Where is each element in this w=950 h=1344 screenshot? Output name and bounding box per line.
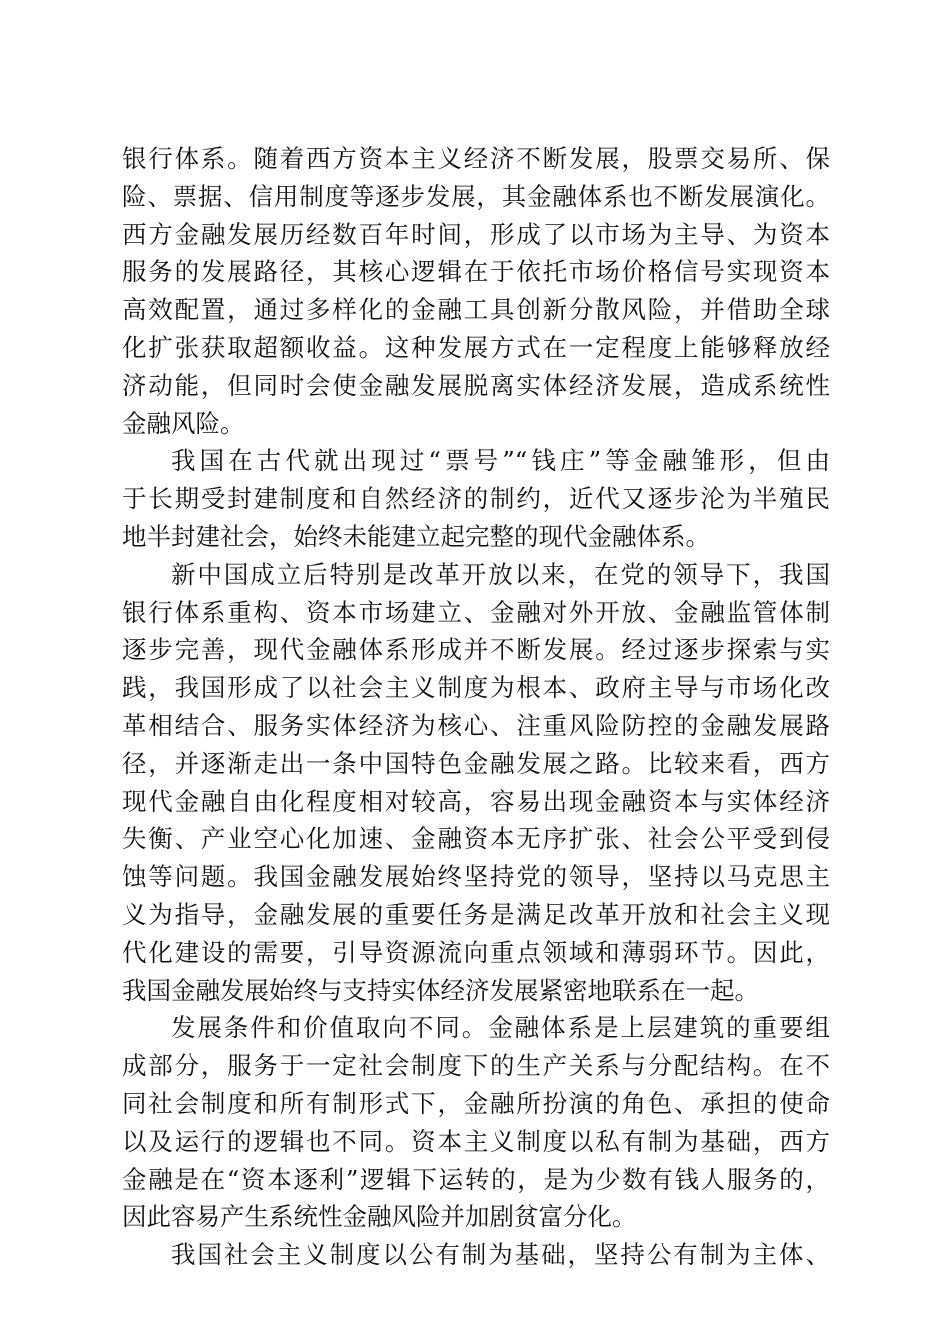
text-line: 革相结合、服务实体经济为核心、注重风险防控的金融发展路	[122, 710, 830, 740]
text-line: 济动能，但同时会使金融发展脱离实体经济发展，造成系统性	[122, 370, 830, 400]
text-line: 蚀等问题。我国金融发展始终坚持党的领导，坚持以马克思主	[122, 862, 830, 892]
text-line: 代化建设的需要，引导资源流向重点领域和薄弱环节。因此，	[122, 937, 830, 967]
paragraph-first-line: 我国在古代就出现过“票号”“钱庄”等金融雏形，但由	[171, 446, 830, 476]
text-line: 失衡、产业空心化加速、金融资本无序扩张、社会公平受到侵	[122, 824, 830, 854]
text-line: 践，我国形成了以社会主义制度为根本、政府主导与市场化改	[122, 673, 830, 703]
text-line: 于长期受封建制度和自然经济的制约，近代又逐步沦为半殖民	[122, 484, 830, 514]
body-text	[122, 140, 830, 1274]
text-line: 径，并逐渐走出一条中国特色金融发展之路。比较来看，西方	[122, 748, 830, 778]
text-line: 银行体系重构、资本市场建立、金融对外开放、金融监管体制	[122, 597, 830, 627]
text-line: 西方金融发展历经数百年时间，形成了以市场为主导、为资本	[122, 219, 830, 249]
text-line: 金融风险。	[122, 408, 245, 438]
text-line: 化扩张获取超额收益。这种发展方式在一定程度上能够释放经	[122, 332, 830, 362]
text-line: 逐步完善，现代金融体系形成并不断发展。经过逐步探索与实	[122, 635, 830, 665]
text-line: 现代金融自由化程度相对较高，容易出现金融资本与实体经济	[122, 786, 830, 816]
paragraph-first-line: 新中国成立后特别是改革开放以来，在党的领导下，我国	[171, 559, 830, 589]
text-line: 我国金融发展始终与支持实体经济发展紧密地联系在一起。	[122, 975, 759, 1005]
text-line: 地半封建社会，始终未能建立起完整的现代金融体系。	[122, 521, 710, 551]
text-line: 银行体系。随着西方资本主义经济不断发展，股票交易所、保	[122, 144, 830, 173]
text-line: 服务的发展路径，其核心逻辑在于依托市场价格信号实现资本	[122, 257, 830, 287]
text-line: 成部分，服务于一定社会制度下的生产关系与分配结构。在不	[122, 1051, 830, 1081]
text-line: 高效配置，通过多样化的金融工具创新分散风险，并借助全球	[122, 295, 830, 325]
text-line: 以及运行的逻辑也不同。资本主义制度以私有制为基础，西方	[122, 1126, 830, 1156]
paragraph-first-line: 发展条件和价值取向不同。金融体系是上层建筑的重要组	[171, 1013, 830, 1043]
text-line: 因此容易产生系统性金融风险并加剧贫富分化。	[122, 1202, 637, 1232]
paragraph-first-line: 我国社会主义制度以公有制为基础，坚持公有制为主体、	[171, 1240, 830, 1270]
text-line: 金融是在“资本逐利”逻辑下运转的，是为少数有钱人服务的，	[122, 1164, 830, 1194]
text-line: 险、票据、信用制度等逐步发展，其金融体系也不断发展演化。	[122, 181, 830, 211]
text-line: 同社会制度和所有制形式下，金融所扮演的角色、承担的使命	[122, 1088, 830, 1118]
text-line: 义为指导，金融发展的重要任务是满足改革开放和社会主义现	[122, 899, 830, 929]
